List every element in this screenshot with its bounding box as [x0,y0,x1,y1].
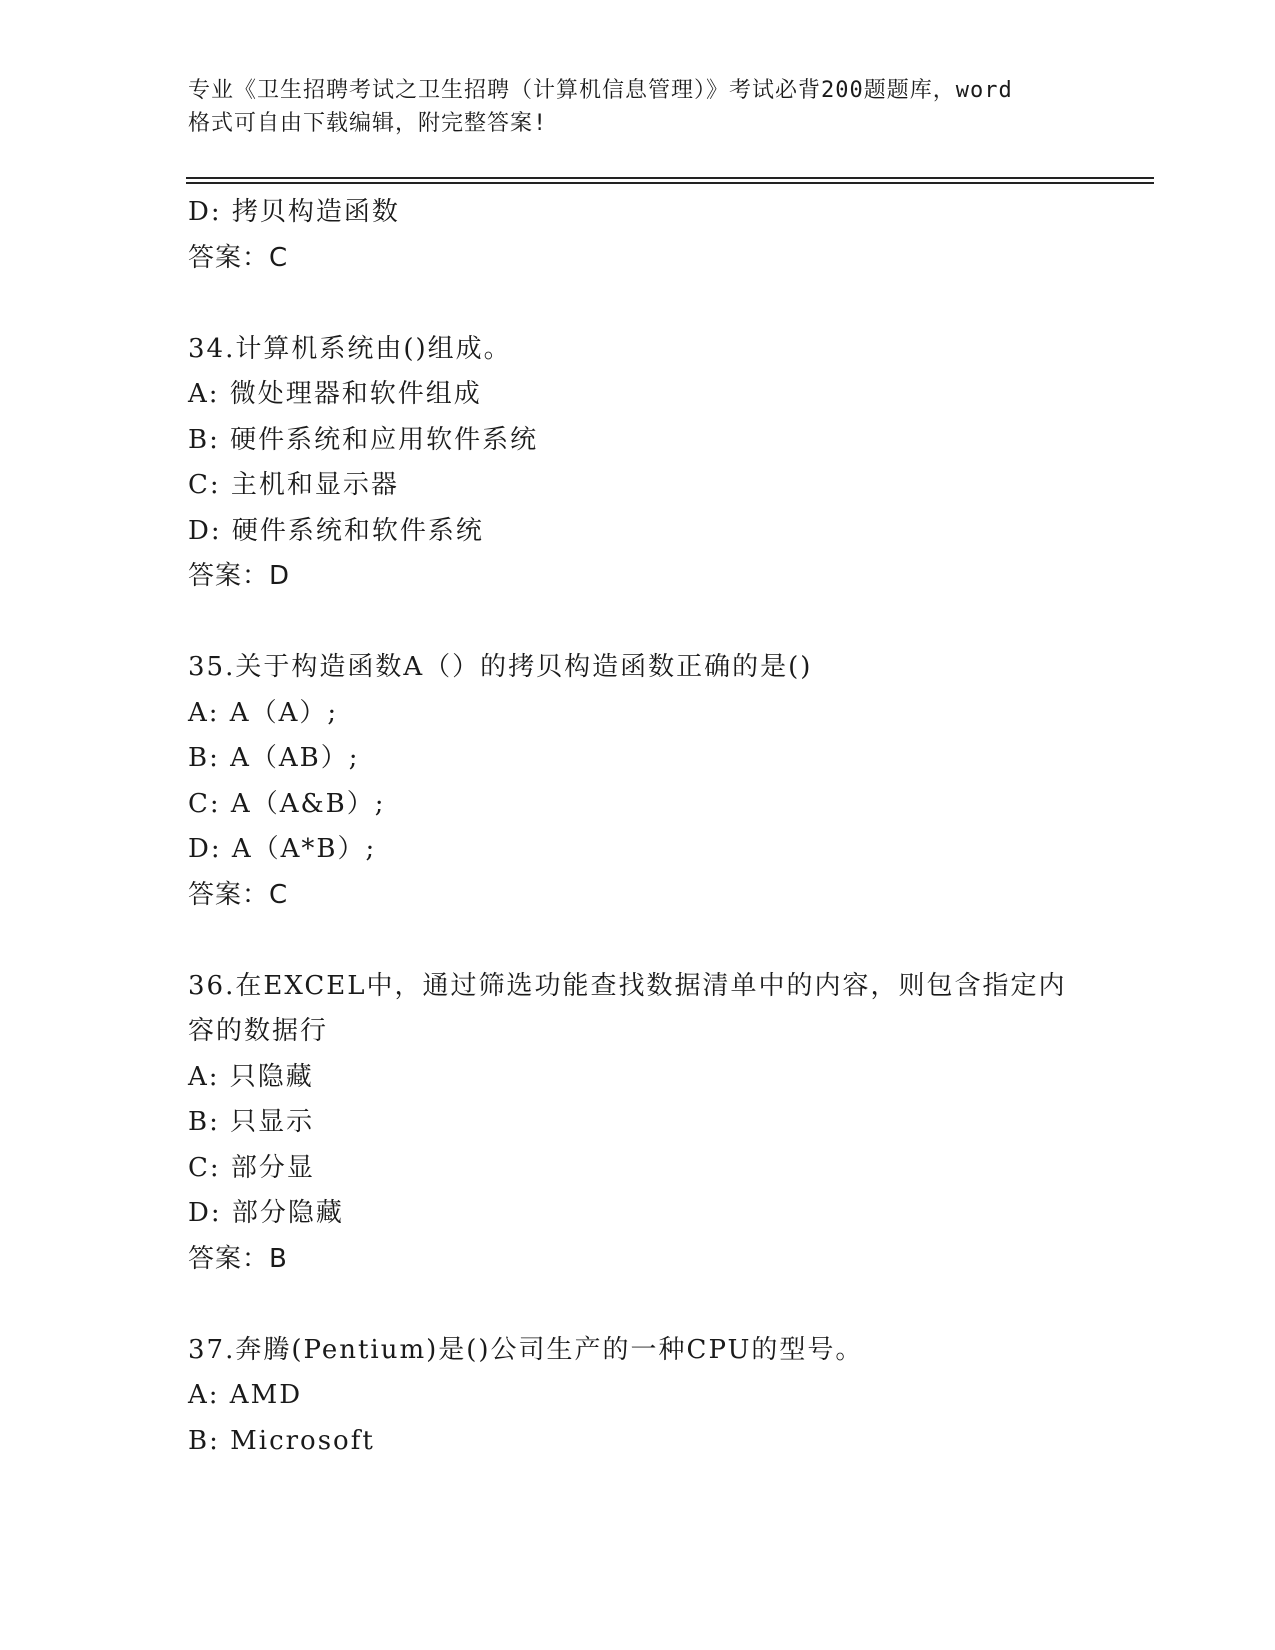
option-d: D: A（A*B）; [188,834,377,864]
question-stem-line-2: 容的数据行 [188,1016,329,1046]
option-d: D: 拷贝构造函数 [188,197,400,227]
answer-line: 答案：B [188,1243,288,1274]
header-divider-bottom [186,182,1154,184]
option-a: A: 微处理器和软件组成 [188,379,482,409]
question-stem: 34.计算机系统由()组成。 [188,333,512,364]
option-b: B: 只显示 [188,1107,315,1137]
option-c: C: A（A&B）; [188,788,386,819]
option-b: B: Microsoft [188,1425,375,1456]
question-stem-line-1: 36.在EXCEL中，通过筛选功能查找数据清单中的内容，则包含指定内 [188,970,1067,1001]
option-c: C: 部分显 [188,1152,315,1183]
question-stem: 35.关于构造函数A（）的拷贝构造函数正确的是() [188,652,813,682]
answer-line: 答案：C [188,879,289,910]
option-a: A: 只隐藏 [188,1061,314,1092]
answer-line: 答案：C [188,242,289,273]
option-c: C: 主机和显示器 [188,470,399,500]
header-divider-top [186,177,1154,179]
spacer [188,918,1088,964]
spacer [188,600,1088,646]
option-a: A: AMD [188,1380,303,1410]
header-line-1: 专业《卫生招聘考试之卫生招聘（计算机信息管理）》考试必背200题题库，word [188,78,1013,103]
option-d: D: 硬件系统和软件系统 [188,515,484,546]
option-b: B: A（AB）; [188,743,360,773]
question-list [188,190,1088,1464]
document-header [188,74,1088,140]
option-d: D: 部分隐藏 [188,1198,344,1228]
option-a: A: A（A）; [188,697,339,728]
question-stem: 37.奔腾(Pentium)是()公司生产的一种CPU的型号。 [188,1334,864,1365]
spacer [188,281,1088,327]
header-line-2: 格式可自由下载编辑，附完整答案! [188,111,548,136]
spacer [188,1282,1088,1328]
answer-line: 答案：D [188,561,291,591]
option-b: B: 硬件系统和应用软件系统 [188,424,539,455]
